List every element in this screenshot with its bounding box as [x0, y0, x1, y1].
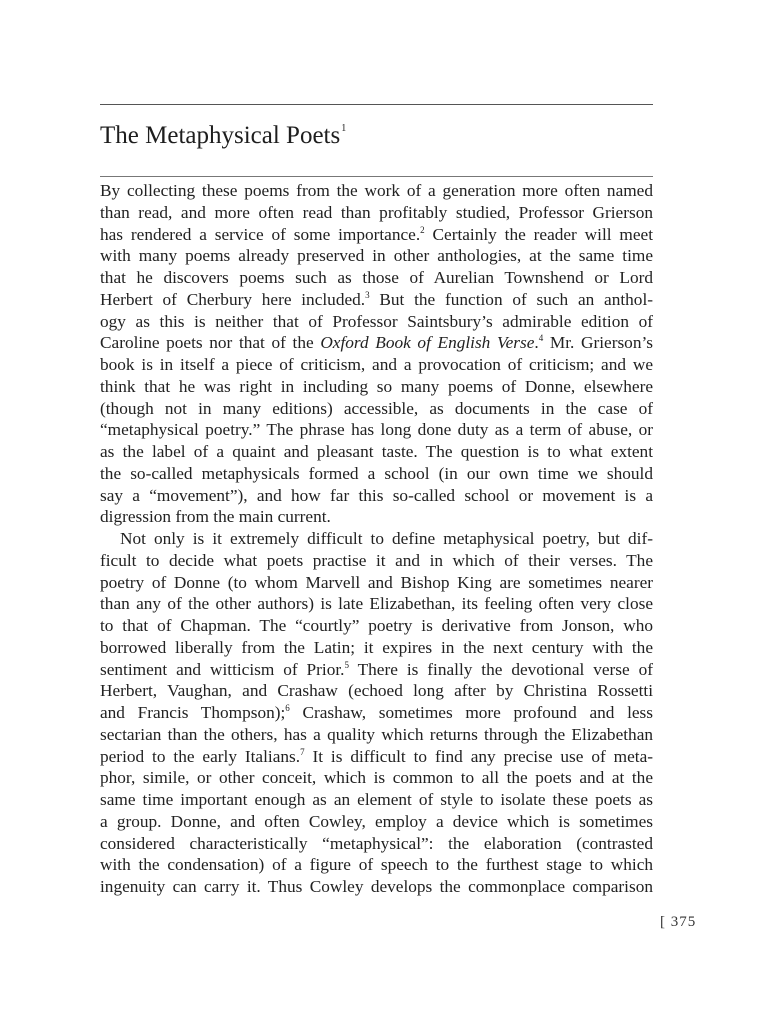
text-line: [100, 180, 653, 202]
text-line: [100, 833, 653, 855]
text-line: [100, 311, 653, 333]
text-run: sectarian than the others, has a quality which returns through the Elizabethan: [100, 724, 653, 744]
text-run: There is finally the devotional verse of: [349, 659, 654, 679]
text-run: Herbert of Cherbury here included.: [100, 289, 366, 309]
footnote-marker: 5: [344, 659, 349, 670]
text-line: [100, 659, 653, 681]
text-line: [100, 245, 653, 267]
text-run: sentiment and witticism of Prior.: [100, 659, 345, 679]
text-line: [100, 854, 653, 876]
text-line: [100, 485, 653, 507]
text-run: borrowed liberally from the Latin; it expires in the next century with the: [100, 637, 653, 657]
text-run: poetry of Donne (to whom Marvell and Bishop King are sometimes nearer: [100, 572, 653, 592]
text-run: ogy as this is neither that of Professor Saintsbury’s admirable edition of: [100, 311, 653, 331]
text-run: the so-called metaphysicals formed a school (in our own time we should: [100, 463, 653, 483]
text-line: [100, 376, 653, 398]
book-title: Oxford Book of English Verse: [320, 333, 535, 353]
text-line: [100, 550, 653, 572]
text-run: than any of the other authors) is late Elizabethan, its feeling often very close: [100, 594, 653, 614]
text-run: has rendered a service of some importance.: [100, 224, 421, 244]
text-line: [100, 289, 653, 311]
text-run: a group. Donne, and often Cowley, employ a device which is sometimes: [100, 811, 653, 831]
text-run: say a “movement”), and how far this so-called school or movement is a: [100, 485, 653, 505]
text-run: .: [534, 333, 539, 353]
text-run: as the label of a quaint and pleasant taste. The question is to what extent: [100, 442, 653, 461]
text-run: Mr. Grierson’s: [543, 333, 653, 353]
text-line: [100, 593, 653, 615]
text-line: [100, 702, 653, 724]
text-run: By collecting these poems from the work of a generation more often named: [100, 181, 653, 200]
text-run: ficult to decide what poets practise it and in which of their verses. The: [100, 550, 653, 570]
text-run: with the condensation) of a figure of speech to the furthest stage to which: [100, 855, 653, 875]
text-line: [100, 354, 653, 376]
text-line: [100, 419, 653, 441]
body-text: [100, 180, 653, 898]
text-run: and Francis Thompson);: [100, 703, 286, 722]
text-line: [100, 789, 653, 811]
text-line: [100, 724, 653, 746]
text-run: Herbert, Vaughan, and Crashaw (echoed long after by Christina Rossetti: [100, 681, 653, 701]
top-rule: [100, 104, 653, 105]
footnote-marker: 2: [420, 224, 425, 235]
text-run: But the function of such an anthol-: [369, 289, 654, 309]
text-run: (though not in many editions) accessible, as documents in the case of: [100, 398, 653, 418]
text-line: [100, 615, 653, 637]
text-run: Certainly the reader will meet: [424, 224, 653, 244]
title-footnote-marker: 1: [341, 123, 347, 134]
text-run: book is in itself a piece of criticism, and a provocation of criticism; and we: [100, 355, 653, 374]
text-line: [100, 506, 653, 528]
text-line: [100, 637, 653, 659]
text-run: digression from the main current.: [100, 507, 331, 527]
text-line: [100, 746, 653, 768]
text-line: [100, 811, 653, 833]
text-line: [100, 463, 653, 485]
footnote-marker: 7: [300, 746, 305, 757]
text-line: [100, 224, 653, 246]
text-run: “metaphysical poetry.” The phrase has long done duty as a term of abuse, or: [100, 420, 653, 440]
title-rule: [100, 176, 653, 177]
text-run: ingenuity can carry it. Thus Cowley develops the commonplace comparison: [100, 877, 653, 896]
text-run: that he discovers poems such as those of Aurelian Townshend or Lord: [100, 268, 653, 287]
text-line: [100, 572, 653, 594]
text-line: [100, 398, 653, 420]
footnote-marker: 6: [285, 703, 290, 713]
text-run: with many poems already preserved in other anthologies, at the same time: [100, 246, 653, 266]
text-run: Not only is it extremely difficult to define metaphysical poetry, but dif-: [120, 529, 653, 548]
text-run: Caroline poets nor that of the: [100, 333, 321, 353]
footnote-marker: 3: [365, 289, 370, 300]
page-number: [ 375: [660, 914, 697, 930]
footnote-marker: 4: [538, 333, 544, 344]
text-line: [100, 202, 653, 224]
text-run: than read, and more often read than profitably studied, Professor Grierson: [100, 202, 653, 222]
text-line: [100, 876, 653, 898]
text-run: think that he was right in including so many poems of Donne, elsewhere: [100, 376, 653, 396]
text-run: to that of Chapman. The “courtly” poetry is derivative from Jonson, who: [100, 616, 653, 635]
text-line: [100, 441, 653, 463]
text-line: [100, 267, 653, 289]
text-line: [100, 680, 653, 702]
text-run: considered characteristically “metaphysical”: the elaboration (contrasted: [100, 833, 653, 853]
text-line: [100, 332, 653, 354]
text-line: [100, 528, 653, 550]
text-run: Crashaw, sometimes more profound and less: [289, 703, 653, 722]
text-run: same time important enough as an element of style to isolate these poets as: [100, 790, 653, 809]
chapter-title: [100, 112, 346, 153]
text-run: phor, simile, or other conceit, which is common to all the poets and at the: [100, 768, 653, 788]
text-line: [100, 767, 653, 789]
chapter-title-text: The Metaphysical Poets: [100, 122, 341, 149]
text-run: It is difficult to find any precise use of meta-: [304, 746, 653, 766]
text-run: period to the early Italians.: [100, 746, 301, 766]
